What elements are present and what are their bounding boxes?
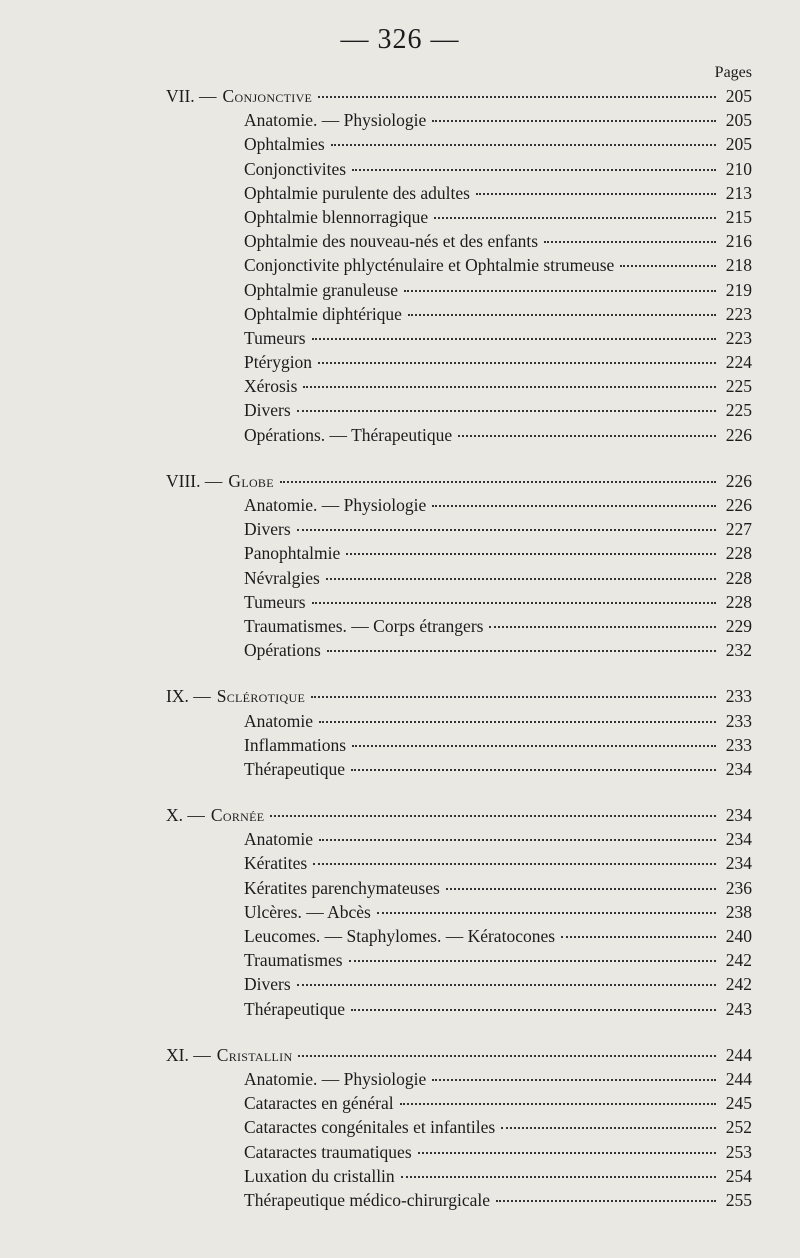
entry-page: 253	[725, 1141, 752, 1162]
toc-section	[0, 684, 800, 781]
toc-entry	[244, 566, 752, 590]
entry-label: Anatomie	[244, 829, 314, 850]
entry-label: Panophtalmie	[244, 543, 341, 564]
dot-leader	[352, 745, 716, 747]
toc-entry	[244, 541, 752, 565]
entry-label: Leucomes. — Staphylomes. — Kératocones	[244, 926, 556, 946]
entry-label: Conjonctivites	[244, 158, 347, 179]
entry-label: Ophtalmie purulente des adultes	[244, 182, 470, 203]
toc-entry	[244, 229, 752, 253]
entry-label: Divers	[244, 400, 291, 421]
toc-entry	[244, 302, 752, 326]
entry-page: 224	[725, 352, 752, 373]
entry-page: 219	[725, 279, 752, 300]
toc-section	[0, 1043, 800, 1212]
entry-page: 216	[725, 231, 752, 252]
dot-leader	[458, 435, 716, 437]
toc-entry	[244, 997, 752, 1021]
dot-leader	[318, 362, 716, 364]
entry-label: Opérations. — Thérapeutique	[244, 424, 453, 445]
entry-label: Kératites parenchymateuses	[244, 877, 440, 898]
section-title: Cristallin	[216, 1044, 293, 1065]
toc-entry	[244, 205, 752, 229]
entry-page: 213	[725, 182, 752, 203]
toc-entry	[244, 108, 752, 132]
entry-page: 229	[725, 615, 752, 636]
toc-entry	[244, 423, 752, 447]
dot-leader	[326, 578, 716, 580]
section-numeral: XI. —	[166, 1044, 211, 1065]
dot-leader	[408, 314, 716, 316]
entry-page: 234	[725, 829, 752, 850]
dot-leader	[303, 386, 716, 388]
dot-leader	[331, 144, 716, 146]
entry-page: 225	[725, 376, 752, 397]
toc-entry	[244, 374, 752, 398]
entry-page: 252	[725, 1117, 752, 1138]
entry-label: Luxation du cristallin	[244, 1165, 395, 1186]
toc-entry	[244, 493, 752, 517]
entry-label: Thérapeutique	[244, 998, 346, 1019]
section-title: Globe	[228, 470, 274, 491]
toc-entry	[244, 1188, 752, 1212]
entry-page: 205	[725, 110, 752, 131]
toc-entry	[244, 733, 752, 757]
toc-entry	[244, 709, 752, 733]
toc-entry	[244, 614, 752, 638]
dot-leader	[489, 626, 716, 628]
toc-entry	[244, 757, 752, 781]
entry-page: 244	[725, 1068, 752, 1089]
table-of-contents	[0, 84, 800, 1234]
dot-leader	[476, 193, 716, 195]
dot-leader	[404, 290, 716, 292]
toc-entry	[244, 900, 752, 924]
entry-page: 254	[725, 1165, 752, 1186]
dot-leader	[501, 1127, 716, 1129]
entry-label: Thérapeutique médico-chirurgicale	[244, 1189, 491, 1210]
entry-label: Ophtalmies	[244, 134, 325, 155]
dot-leader	[311, 696, 716, 698]
entry-label: Cataractes traumatiques	[244, 1141, 412, 1162]
toc-entry	[244, 1140, 752, 1164]
section-numeral: VIII. —	[166, 470, 223, 491]
dot-leader	[312, 602, 716, 604]
entry-label: Ophtalmie diphtérique	[244, 303, 402, 324]
entry-label: Anatomie. — Physiologie	[244, 495, 427, 515]
entry-page: 232	[725, 640, 752, 661]
section-page: 244	[725, 1044, 752, 1065]
section-numeral: X. —	[166, 805, 205, 826]
entry-page: 236	[725, 877, 752, 898]
entry-label: Ulcères. — Abcès	[244, 901, 371, 922]
entry-page: 227	[725, 519, 752, 540]
entry-label: Xérosis	[244, 376, 298, 397]
entry-label: Conjonctivite phlycténulaire et Ophtalmie strumeuse	[244, 255, 615, 276]
section-numeral: VII. —	[166, 86, 217, 106]
dot-leader	[446, 888, 716, 890]
section-page: 205	[725, 86, 752, 106]
dot-leader	[432, 1079, 716, 1081]
entry-label: Ptérygion	[244, 352, 313, 373]
entry-page: 240	[725, 926, 752, 946]
dot-leader	[434, 217, 716, 219]
section-page: 233	[725, 686, 752, 707]
section-page: 226	[725, 470, 752, 491]
toc-entry	[244, 638, 752, 662]
dot-leader	[297, 529, 716, 531]
section-title: Conjonctive	[222, 86, 313, 106]
section-heading	[166, 469, 752, 493]
dot-leader	[418, 1152, 716, 1154]
section-heading	[166, 684, 752, 708]
dot-leader	[544, 241, 716, 243]
entry-label: Anatomie	[244, 710, 314, 731]
dot-leader	[349, 960, 716, 962]
entry-label: Anatomie. — Physiologie	[244, 1068, 427, 1089]
entry-page: 242	[725, 950, 752, 971]
toc-entry	[244, 181, 752, 205]
dot-leader	[561, 936, 716, 938]
entry-label: Névralgies	[244, 567, 320, 588]
entry-label: Inflammations	[244, 734, 347, 755]
entry-page: 210	[725, 158, 752, 179]
entry-page: 226	[725, 495, 752, 515]
pages-column-header: Pages	[714, 64, 752, 81]
dot-leader	[496, 1200, 716, 1202]
toc-section	[0, 803, 800, 1021]
dot-leader	[297, 410, 716, 412]
entry-page: 228	[725, 543, 752, 564]
entry-page: 205	[725, 134, 752, 155]
dot-leader	[319, 721, 716, 723]
section-numeral: IX. —	[166, 686, 211, 707]
dot-leader	[327, 650, 716, 652]
toc-entry	[244, 517, 752, 541]
dot-leader	[313, 863, 716, 865]
entry-page: 233	[725, 710, 752, 731]
dot-leader	[432, 120, 716, 122]
dot-leader	[432, 505, 716, 507]
section-heading	[166, 803, 752, 827]
toc-entry	[244, 157, 752, 181]
toc-section	[0, 469, 800, 663]
entry-page: 242	[725, 974, 752, 995]
entry-label: Traumatismes. — Corps étrangers	[244, 615, 484, 636]
entry-label: Ophtalmie blennorragique	[244, 206, 429, 227]
toc-entry	[244, 1115, 752, 1139]
toc-entry	[244, 278, 752, 302]
section-title: Cornée	[210, 805, 265, 826]
entry-page: 233	[725, 734, 752, 755]
entry-label: Kératites	[244, 853, 308, 874]
toc-entry	[244, 590, 752, 614]
section-title: Sclérotique	[216, 686, 306, 707]
toc-entry	[244, 972, 752, 996]
entry-page: 223	[725, 327, 752, 348]
dot-leader	[400, 1103, 716, 1105]
entry-page: 234	[725, 758, 752, 779]
dot-leader	[280, 481, 716, 483]
entry-label: Cataractes congénitales et infantiles	[244, 1117, 496, 1138]
entry-label: Ophtalmie des nouveau-nés et des enfants	[244, 231, 539, 252]
toc-entry	[244, 948, 752, 972]
section-page: 234	[725, 805, 752, 826]
dot-leader	[351, 769, 716, 771]
toc-entry	[244, 326, 752, 350]
dot-leader	[352, 169, 716, 171]
entry-page: 226	[725, 424, 752, 445]
entry-label: Opérations	[244, 640, 321, 661]
dot-leader	[298, 1055, 716, 1057]
toc-entry	[244, 924, 752, 948]
dot-leader	[401, 1176, 716, 1178]
dot-leader	[312, 338, 716, 340]
page-number: — 326 —	[340, 24, 460, 55]
dot-leader	[620, 265, 716, 267]
entry-label: Ophtalmie granuleuse	[244, 279, 399, 300]
entry-page: 225	[725, 400, 752, 421]
toc-entry	[244, 132, 752, 156]
toc-entry	[244, 851, 752, 875]
entry-label: Divers	[244, 519, 291, 540]
entry-label: Traumatismes	[244, 950, 343, 971]
entry-page: 223	[725, 303, 752, 324]
dot-leader	[377, 912, 716, 914]
entry-label: Thérapeutique	[244, 758, 346, 779]
toc-entry	[244, 1067, 752, 1091]
entry-page: 255	[725, 1189, 752, 1210]
entry-page: 228	[725, 567, 752, 588]
toc-entry	[244, 1164, 752, 1188]
dot-leader	[297, 984, 716, 986]
toc-entry	[244, 827, 752, 851]
entry-page: 218	[725, 255, 752, 276]
dot-leader	[318, 96, 716, 98]
toc-entry	[244, 350, 752, 374]
entry-label: Tumeurs	[244, 591, 306, 612]
dot-leader	[319, 839, 716, 841]
toc-entry	[244, 253, 752, 277]
entry-page: 215	[725, 206, 752, 227]
toc-section	[0, 84, 800, 447]
dot-leader	[346, 553, 716, 555]
toc-entry	[244, 1091, 752, 1115]
entry-page: 245	[725, 1093, 752, 1114]
entry-label: Cataractes en général	[244, 1093, 394, 1114]
entry-page: 228	[725, 591, 752, 612]
dot-leader	[270, 815, 716, 817]
entry-page: 243	[725, 998, 752, 1019]
entry-label: Tumeurs	[244, 327, 306, 348]
section-heading	[166, 1043, 752, 1067]
toc-entry	[244, 398, 752, 422]
dot-leader	[351, 1009, 716, 1011]
entry-page: 234	[725, 853, 752, 874]
toc-entry	[244, 876, 752, 900]
section-heading	[166, 84, 752, 108]
entry-label: Divers	[244, 974, 291, 995]
entry-page: 238	[725, 901, 752, 922]
entry-label: Anatomie. — Physiologie	[244, 110, 427, 131]
